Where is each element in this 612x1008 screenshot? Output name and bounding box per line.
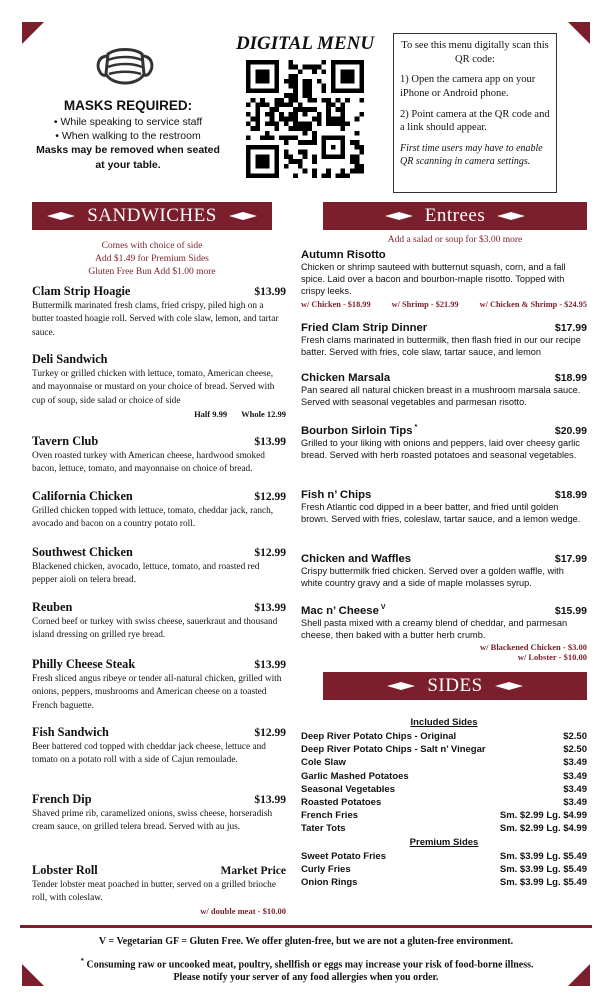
item-price: $12.99 (254, 491, 286, 503)
masks-list-item: • When walking to the restroom (28, 129, 228, 143)
masks-note: Masks may be removed when seated (36, 144, 220, 157)
menu-item (32, 792, 286, 835)
item-price: $13.99 (254, 659, 286, 671)
side-name: Roasted Potatoes (301, 797, 382, 809)
side-price: $3.49 (563, 783, 587, 795)
item-size-prices (32, 409, 286, 419)
side-name: Curly Fries (301, 863, 351, 875)
masks-title: MASKS REQUIRED: (63, 98, 193, 113)
qr-intro: To see this menu digitally scan this QR code: (401, 40, 549, 65)
side-row (301, 796, 587, 809)
sides-list (301, 716, 587, 889)
menu-item (301, 249, 587, 309)
item-name: Philly Cheese Steak (32, 657, 136, 671)
side-price: $3.49 (563, 757, 587, 769)
entrees-header (323, 202, 587, 230)
side-price: Sm. $3.99 Lg. $5.49 (499, 863, 587, 875)
item-description: Blackened chicken, avocado, lettuce, tomato, and roasted red pepper aioli on telera bread. (32, 562, 260, 586)
side-row (301, 730, 587, 743)
item-price: $13.99 (254, 602, 286, 614)
premium-sides-label: Premium Sides (409, 836, 479, 848)
footer-legend: V = Vegetarian GF = Gluten Free. We offer gluten-free, but we are not a gluten-free environment. (98, 936, 514, 947)
menu-item (32, 657, 286, 713)
item-name: French Dip (32, 792, 92, 806)
diamond-ornament-icon (229, 212, 257, 220)
footer-warning (40, 957, 572, 984)
item-price: $17.99 (554, 322, 587, 334)
item-modifier: w/ Blackened Chicken - $3.00 (480, 641, 587, 652)
item-price: $13.99 (254, 794, 286, 806)
item-name: Chicken Marsala (301, 372, 391, 384)
menu-item (301, 604, 587, 662)
item-description: Pan seared all natural chicken breast in a mushroom marsala sauce. Served with seasonal vegetables and parmesan risotto. (301, 385, 581, 407)
item-price: $18.99 (554, 489, 587, 501)
diamond-ornament-icon (387, 682, 415, 690)
item-description: Fresh clams marinated in buttermilk, then flash fried in our our recipe batter. Served with fries, cole slaw, tartar sauce, and lemon (301, 335, 581, 357)
masks-note: at your table. (95, 158, 161, 171)
item-description: Chicken or shrimp sauteed with butternut squash, corn, and a fall spice. Laid over a bacon and bourbon-maple risotto. Topped with crispy leeks. (301, 262, 566, 296)
item-name: Fried Clam Strip Dinner (301, 322, 428, 334)
item-name: Lobster Roll (32, 863, 98, 877)
whole-price: Whole 12.99 (241, 409, 286, 420)
menu-item (32, 863, 286, 916)
item-description: Oven roasted turkey with American cheese, hardwood smoked bacon, lettuce, tomato, and mayonnaise on choice of bread. (32, 451, 265, 475)
sandwiches-note: Gluten Free Bun Add $1.00 more (88, 266, 216, 277)
entrees-title: Entrees (424, 205, 486, 226)
menu-item (32, 434, 286, 477)
item-price: $13.99 (254, 436, 286, 448)
item-modifier: w/ Shrimp - $21.99 (391, 299, 459, 309)
item-name-text: Mac n’ Cheese (301, 604, 379, 617)
item-price: $12.99 (254, 547, 286, 559)
side-row (301, 809, 587, 822)
raw-warning-mark: * (414, 424, 418, 431)
menu-item (32, 725, 286, 768)
item-modifier: w/ Chicken & Shrimp - $24.95 (479, 299, 587, 309)
item-description: Fresh Atlantic cod dipped in a beer batter, and fried until golden brown. Served with fries, coleslaw, tartar sauce, and a lemon wedge. (301, 502, 581, 524)
side-name: Deep River Potato Chips - Salt n’ Vinegar (301, 744, 486, 756)
item-description: Fresh sliced angus ribeye or tender all-natural chicken, grilled with onions, peppers, mushrooms and American cheese on a toasted French baguette. (32, 674, 282, 711)
side-name: French Fries (301, 810, 359, 822)
side-name: Seasonal Vegetables (301, 783, 395, 795)
item-name-text: Bourbon Sirloin Tips (301, 424, 413, 437)
item-name: Fish Sandwich (32, 725, 109, 739)
side-price: $2.50 (563, 744, 587, 756)
item-name: Reuben (32, 600, 73, 614)
side-price: $2.50 (563, 731, 587, 742)
item-description: Crispy buttermilk fried chicken. Served over a golden waffle, with white country gravy and a side of maple molasses syrup. (301, 566, 564, 588)
item-name (301, 424, 417, 437)
diamond-ornament-icon (385, 212, 413, 220)
item-name: Clam Strip Hoagie (32, 284, 131, 298)
side-price: Sm. $3.99 Lg. $5.49 (499, 850, 587, 862)
item-name: California Chicken (32, 489, 133, 503)
sandwiches-title: SANDWICHES (87, 205, 217, 226)
menu-item (32, 545, 286, 588)
item-name: Southwest Chicken (32, 545, 133, 559)
menu-item (32, 489, 286, 532)
corner-decoration (22, 22, 44, 44)
side-row (301, 876, 587, 889)
diamond-ornament-icon (495, 682, 523, 690)
qr-code[interactable] (246, 60, 364, 178)
footer-allergy-note: Please notify your server of any food allergies when you order. (173, 971, 439, 983)
side-row (301, 783, 587, 796)
side-row (301, 756, 587, 769)
item-name: Deli Sandwich (32, 352, 108, 366)
side-price: Sm. $3.99 Lg. $5.49 (499, 877, 587, 889)
item-name (301, 604, 386, 617)
sides-title: SIDES (427, 675, 483, 696)
sandwiches-note: Add $1.49 for Premium Sides (95, 253, 209, 264)
masks-list-item: • While speaking to service staff (28, 115, 228, 129)
item-price: $13.99 (254, 286, 286, 298)
menu-item (32, 600, 286, 643)
masks-list (28, 115, 228, 143)
qr-step-1: 1) Open the camera app on your iPhone or Android phone. (400, 74, 536, 99)
item-modifier: w/ double meat - $10.00 (200, 905, 286, 916)
side-price: $3.49 (563, 797, 587, 809)
side-name: Cole Slaw (301, 757, 346, 769)
item-description: Shaved prime rib, caramelized onions, swiss cheese, horseradish cream sauce, on grilled telera bread. Served with au jus. (32, 809, 273, 833)
menu-item (32, 352, 286, 419)
raw-warning-mark: * (80, 957, 84, 965)
mask-icon (94, 44, 156, 96)
item-modifier: w/ Chicken - $18.99 (301, 299, 371, 309)
menu-item (32, 284, 286, 340)
sandwiches-header (32, 202, 272, 230)
item-price: $12.99 (254, 727, 286, 739)
item-description: Turkey or grilled chicken with lettuce, tomato, American cheese, and mayonnaise or mustard on your choice of bread. Served with cup of soup, side salad or choice of side (32, 369, 275, 406)
item-modifiers (301, 300, 587, 309)
side-row (301, 770, 587, 783)
menu-item (301, 372, 587, 409)
qr-step-2: 2) Point camera at the QR code and a link should appear. (400, 108, 550, 134)
sandwiches-notes (32, 240, 272, 278)
corner-decoration (568, 22, 590, 44)
item-description: Grilled chicken topped with lettuce, tomato, cheddar jack, ranch, avocado and bacon on a country potato roll. (32, 506, 274, 530)
side-name: Garlic Mashed Potatoes (301, 770, 409, 782)
item-name: Tavern Club (32, 434, 99, 448)
qr-instructions-box (393, 33, 557, 193)
item-name: Autumn Risotto (301, 249, 386, 261)
side-price: Sm. $2.99 Lg. $4.99 (499, 823, 587, 835)
menu-item (301, 489, 587, 526)
side-row (301, 743, 587, 756)
qr-note: First time users may have to enable QR scanning in camera settings. (400, 142, 543, 167)
side-name: Sweet Potato Fries (301, 850, 386, 862)
item-description: Grilled to your liking with onions and peppers, laid over cheesy garlic bread. Served with herb roasted potatoes and seasonal vegetables. (301, 437, 580, 460)
footer-warning-line (40, 957, 572, 972)
item-price: $17.99 (554, 553, 587, 565)
item-description: Buttermilk marinated fresh clams, fried crispy, piled high on a butter toasted hoagie roll. Served with cole slaw, lemon, and tartar sauce. (32, 301, 279, 338)
item-description: Beer battered cod topped with cheddar jack cheese, lettuce and tomato on a potato roll with a side of Cajun remoulade. (32, 742, 266, 766)
entrees-note: Add a salad or soup for $3.00 more (387, 235, 523, 245)
menu-item (301, 322, 587, 359)
sides-header (323, 672, 587, 700)
side-price: Sm. $2.99 Lg. $4.99 (499, 810, 587, 822)
side-row (301, 850, 587, 863)
item-name: Fish n’ Chips (301, 489, 372, 501)
item-price: Market Price (220, 865, 286, 877)
masks-notice (28, 98, 228, 172)
half-price: Half 9.99 (194, 409, 228, 420)
side-row (301, 863, 587, 876)
digital-menu-title: DIGITAL MENU (235, 33, 375, 54)
item-description: Shell pasta mixed with a creamy blend of cheddar, and parmesan cheese, then baked with a butter herb crumb. (301, 617, 568, 640)
item-name: Chicken and Waffles (301, 553, 412, 565)
side-price: $3.49 (563, 770, 587, 782)
sandwiches-note: Comes with choice of side (101, 241, 203, 251)
item-modifier: w/ Lobster - $10.00 (517, 651, 587, 662)
diamond-ornament-icon (497, 212, 525, 220)
side-name: Onion Rings (301, 877, 358, 889)
footer-warning-text: Consuming raw or uncooked meat, poultry, shellfish or eggs may increase your risk of food-borne illness. (86, 959, 534, 971)
included-sides-label: Included Sides (410, 717, 478, 728)
item-description: Tender lobster meat poached in butter, served on a grilled brioche roll, with coleslaw. (32, 880, 276, 904)
item-price: $20.99 (554, 424, 587, 437)
menu-item (301, 424, 587, 462)
side-name: Tater Tots (301, 823, 346, 835)
side-name: Deep River Potato Chips - Original (301, 731, 457, 742)
vegetarian-mark: V (380, 604, 386, 611)
menu-item (301, 553, 587, 590)
side-row (301, 822, 587, 835)
diamond-ornament-icon (47, 212, 75, 220)
item-price: $15.99 (554, 604, 587, 617)
item-price: $18.99 (554, 372, 587, 384)
item-description: Corned beef or turkey with swiss cheese, sauerkraut and thousand island dressing on grilled rye bread. (32, 617, 278, 641)
footer-divider (20, 925, 592, 928)
